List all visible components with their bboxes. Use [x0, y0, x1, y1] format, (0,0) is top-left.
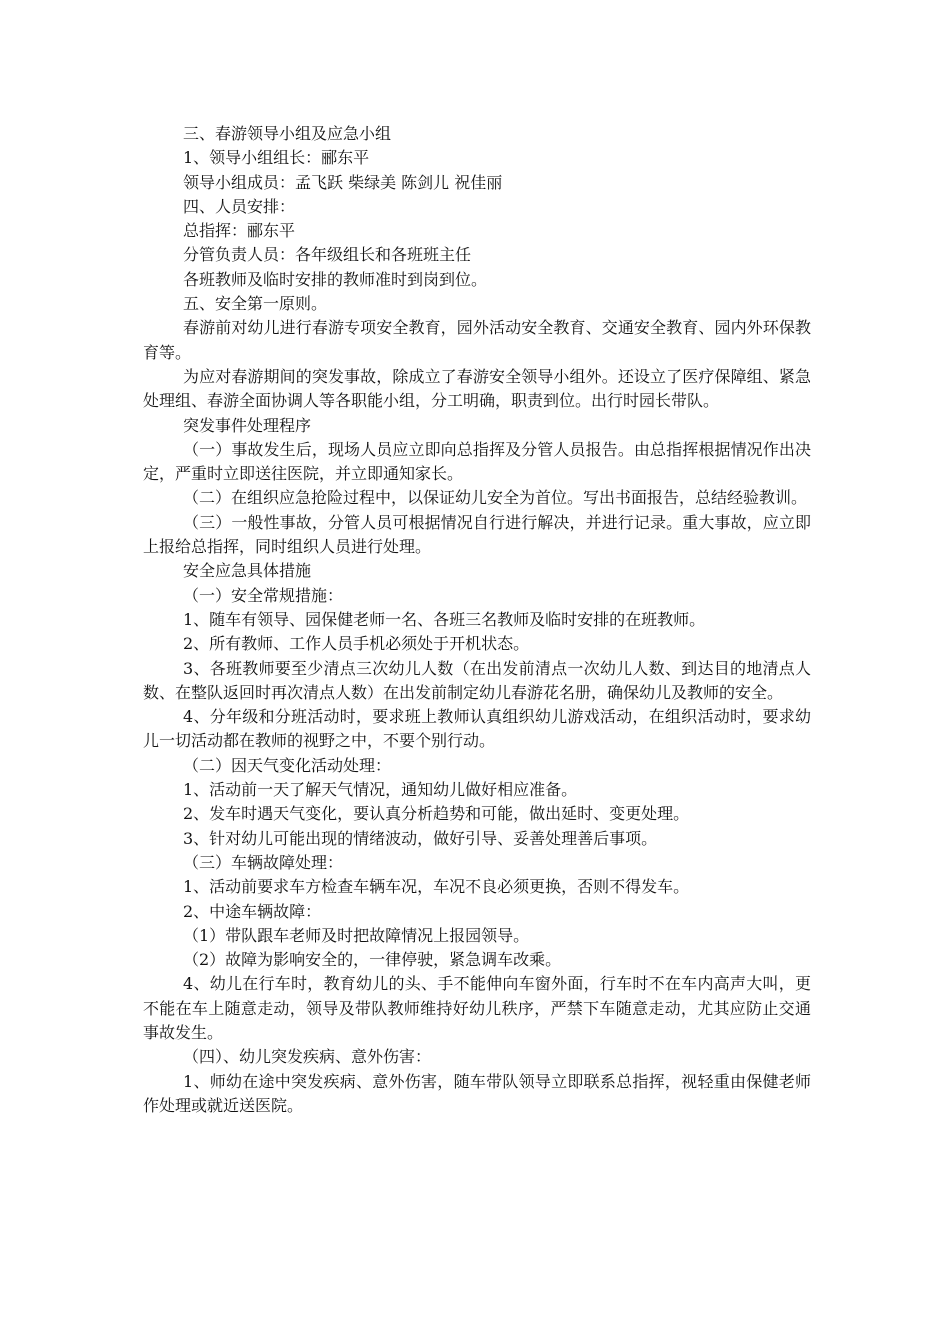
paragraph: （二）在组织应急抢险过程中，以保证幼儿安全为首位。写出书面报告，总结经验教训。: [183, 488, 808, 508]
paragraph: （三）一般性事故，分管人员可根据情况自行进行解决，并进行记录。重大事故，应立即上报给总指挥，同时组织人员进行处理。: [143, 512, 811, 557]
paragraph: 总指挥：郦东平: [183, 221, 296, 241]
paragraph: 1、领导小组组长：郦东平: [183, 148, 370, 168]
subsection-heading: （一）安全常规措施：: [183, 585, 344, 605]
subsection-heading: 突发事件处理程序: [183, 415, 312, 435]
section-heading-3: 三、春游领导小组及应急小组: [183, 124, 392, 143]
paragraph: 领导小组成员：孟飞跃 柴绿美 陈剑儿 祝佳丽: [183, 172, 503, 192]
document-body: [143, 122, 811, 1118]
paragraph: 春游前对幼儿进行春游专项安全教育，园外活动安全教育、交通安全教育、园内外环保教育等。: [143, 318, 811, 362]
list-item: 1、随车有领导、园保健老师一名、各班三名教师及临时安排的在班教师。: [183, 609, 706, 629]
list-item: 1、活动前一天了解天气情况，通知幼儿做好相应准备。: [183, 780, 578, 800]
list-item: （2）故障为影响安全的，一律停驶，紧急调车改乘。: [183, 950, 562, 970]
section-heading-4: 四、人员安排：: [183, 196, 296, 216]
subsection-heading: （三）车辆故障处理：: [183, 852, 344, 872]
subsection-heading: 安全应急具体措施: [183, 561, 312, 581]
list-item: 4、幼儿在行车时，教育幼儿的头、手不能伸向车窗外面，行车时不在车内高声大叫，更不能在车上随意走动，领导及带队教师维持好幼儿秩序，严禁下车随意走动，尤其应防止交通事故发生。: [143, 974, 811, 1042]
paragraph: 分管负责人员：各年级组长和各班班主任: [183, 245, 472, 265]
paragraph: 为应对春游期间的突发事故，除成立了春游安全领导小组外。还设立了医疗保障组、紧急处理组、春游全面协调人等各职能小组，分工明确，职责到位。出行时园长带队。: [143, 366, 811, 411]
list-item: 2、所有教师、工作人员手机必须处于开机状态。: [183, 634, 530, 654]
list-item: 3、各班教师要至少清点三次幼儿人数（在出发前清点一次幼儿人数、到达目的地清点人数、在整队返回时再次清点人数）在出发前制定幼儿春游花名册，确保幼儿及教师的安全。: [143, 658, 811, 702]
list-item: 2、中途车辆故障：: [183, 901, 322, 921]
list-item: 1、师幼在途中突发疾病、意外伤害，随车带队领导立即联系总指挥，视轻重由保健老师作处理或就近送医院。: [143, 1071, 811, 1115]
subsection-heading: （四）、幼儿突发疾病、意外伤害：: [183, 1047, 432, 1067]
list-item: 4、分年级和分班活动时，要求班上教师认真组织幼儿游戏活动，在组织活动时，要求幼儿一切活动都在教师的视野之中，不要个别行动。: [143, 707, 811, 751]
section-heading-5: 五、安全第一原则。: [183, 294, 328, 314]
list-item: （1）带队跟车老师及时把故障情况上报园领导。: [183, 925, 530, 945]
list-item: 2、发车时遇天气变化，要认真分析趋势和可能，做出延时、变更处理。: [183, 804, 690, 824]
subsection-heading: （二）因天气变化活动处理：: [183, 755, 392, 775]
list-item: 3、针对幼儿可能出现的情绪波动，做好引导、妥善处理善后事项。: [183, 828, 658, 848]
paragraph: 各班教师及临时安排的教师准时到岗到位。: [183, 269, 488, 289]
paragraph: （一）事故发生后，现场人员应立即向总指挥及分管人员报告。由总指挥根据情况作出决定，严重时立即送往医院，并立即通知家长。: [143, 439, 811, 484]
list-item: 1、活动前要求车方检查车辆车况，车况不良必须更换，否则不得发车。: [183, 877, 690, 897]
